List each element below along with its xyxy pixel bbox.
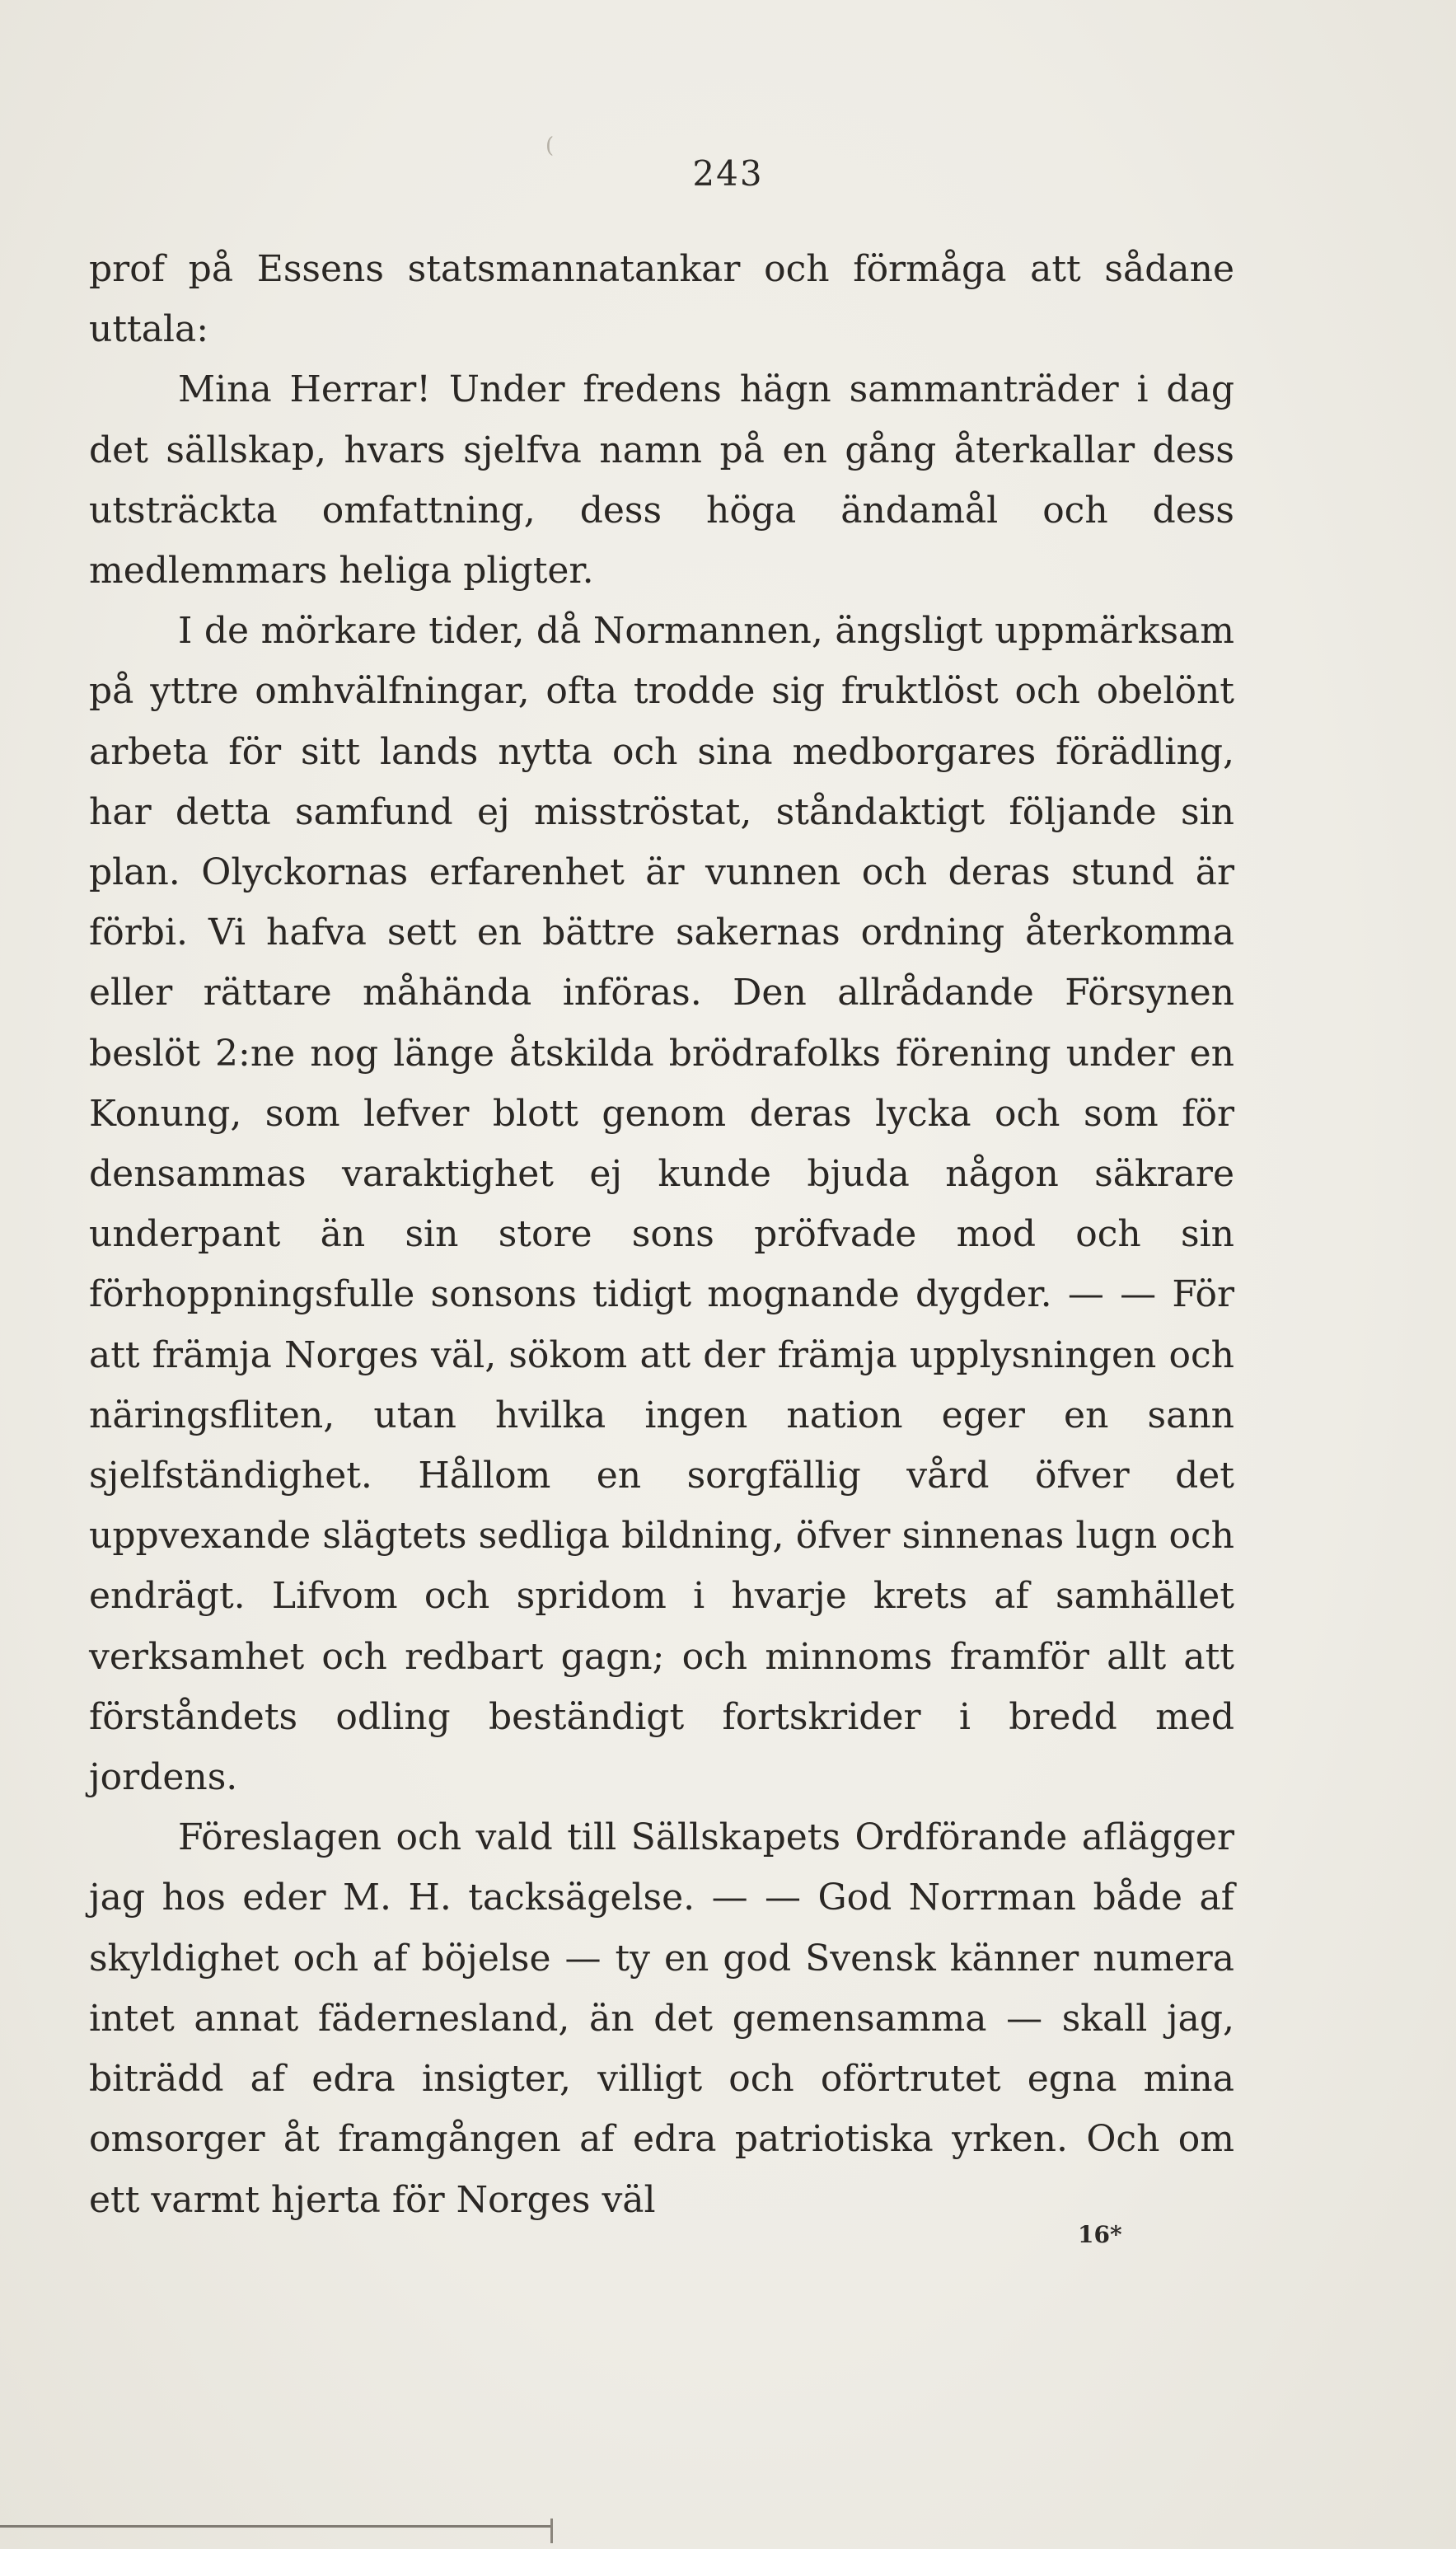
margin-mark: ( [545, 134, 555, 158]
paragraph-history: I de mörkare tider, då Normannen, ängsligt uppmärksam på yttre omhvälfningar, ofta trodde sig fruktlöst och obelönt arbeta för sitt lands nytta och sina medborgares förädling, har detta samfund ej misströstat, ståndaktigt följande sin plan. Olyckornas erfarenhet är vunnen och deras stund är förbi. Vi hafva sett en bättre sakernas ordning återkomma eller rättare måhända införas. Den allrådande Försynen beslöt 2:ne nog länge åtskilda brödrafolks förening under en Konung, som lefver blott genom deras lycka och som för densammas varaktighet ej kunde bjuda någon säkrare underpant än sin store sons pröfvade mod och sin förhoppningsfulle sonsons tidigt mognande dygder. — — För att främja Norges väl, sökom att der främja upplysningen och näringsfliten, utan hvilka ingen nation eger en sann sjelfständighet. Hållom en sorgfällig vård öfver det uppvexande slägtets sedliga bildning, öfver sinnenas lugn och endrägt. Lifvom och spridom i hvarje krets af samhället verksamhet och redbart gagn; och minnoms framför allt att förståndets odling beständigt fortskrider i bredd med jordens. [89, 610, 1234, 1799]
body-text [89, 239, 1234, 2230]
scan-edge-rule-end [550, 2519, 553, 2543]
paragraph-intro: prof på Essens statsmannatankar och förmåga att sådane uttala: [89, 248, 1234, 351]
scan-edge-rule [0, 2525, 552, 2528]
paragraph-acceptance: Föreslagen och vald till Sällskapets Ordförande aflägger jag hos eder M. H. tacksägelse. — — God Norrman både af skyldighet och af böjelse — ty en god Svensk känner numera intet annat fädernesland, än det gemensamma — skall jag, biträdd af edra insigter, villigt och oförtrutet egna mina omsorger åt framgången af edra patriotiska yrken. Och om ett varmt hjerta för Norges väl [89, 1816, 1234, 2221]
signature-mark: 16* [1078, 2221, 1122, 2248]
paragraph-address: Mina Herrar! Under fredens hägn sammanträder i dag det sällskap, hvars sjelfva namn på en gång återkallar dess utsträckta omfattning, dess höga ändamål och dess medlemmars heliga pligter. [89, 368, 1234, 593]
page-number: 243 [692, 153, 764, 194]
